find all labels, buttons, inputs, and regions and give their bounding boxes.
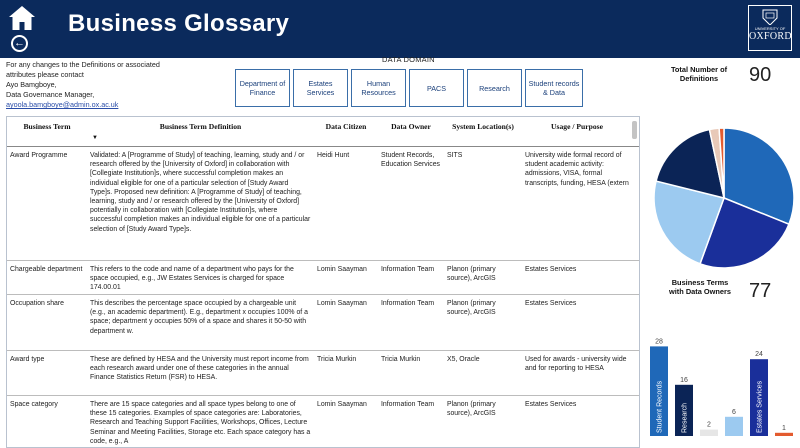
table-row[interactable]: [7, 147, 639, 261]
domain-button-pacs[interactable]: PACS: [409, 69, 464, 107]
header-bar: [0, 0, 800, 58]
cell-definition: There are 15 space categories and all space types belong to one of these 15 categories. Examples of space categories are: Laboratories, Research and Teaching Support Facilities, Workshops, Offices, Lecture Seminar and Meeting Facilities, Storage etc. Each space category has a code, e.g., A: [90, 401, 311, 445]
cell-definition: Validated: A [Programme of Study] of teaching, learning, study and / or research offered by the [University of Oxford] in collaboration with [Collegiate Institution]s, where successful completion makes an individual eligible for one of a particular selection of [Study Award Type]s. Proposed new definition: A [Programme of Study] of teaching, learning, study and / or research offered by the [University of Oxford] potentially in collaboration with [Collegiate Institution]s, where successful completion makes an individual eligible for one of a particular selection of [Study Award Type]s.: [90, 152, 311, 233]
university-logo: [748, 5, 792, 51]
cell-term: Award Programme: [10, 152, 68, 159]
contact-role: Data Governance Manager,: [6, 90, 95, 99]
header-business-term[interactable]: Business Term: [23, 122, 71, 131]
cell-owner: Information Team: [381, 300, 435, 307]
cell-system: SITS: [447, 152, 463, 159]
table-scrollbar[interactable]: [632, 121, 637, 139]
cell-system: Planon (primary source), ArcGIS: [447, 300, 496, 317]
cell-definition: This refers to the code and name of a department who pays for the space occupied, e.g., JW Estates Services is charged for space 174.00.01: [90, 266, 294, 292]
logo-line1: UNIVERSITY OF: [754, 26, 786, 31]
domain-button-estates[interactable]: Estates Services: [293, 69, 348, 107]
cell-definition: This describes the percentage space occupied by a chargeable unit (e.g., an academic department). E.g., department x occupies 100% of a space; department y occupies 50% of a space and shares it 50-50 with department w.: [90, 300, 308, 335]
cell-system: X5, Oracle: [447, 356, 480, 363]
contact-line2: attributes please contact: [6, 70, 84, 79]
contact-email-link[interactable]: ayoola.bamgboye@admin.ox.ac.uk: [6, 100, 119, 109]
cell-usage: Used for awards - university wide and for reporting to HESA: [525, 356, 627, 373]
cell-term: Chargeable department: [10, 266, 83, 273]
bar-category-label-0: Student Records: [656, 380, 664, 433]
cell-usage: Estates Services: [525, 401, 577, 408]
back-arrow-icon[interactable]: ←: [11, 35, 28, 52]
bar-5[interactable]: [775, 433, 793, 436]
contact-info: [6, 60, 186, 110]
table-row[interactable]: [7, 396, 639, 448]
cell-term: Occupation share: [10, 300, 65, 307]
cell-term: Space category: [10, 401, 58, 408]
header-data-citizen[interactable]: Data Citizen: [325, 122, 367, 131]
cell-usage: Estates Services: [525, 300, 577, 307]
data-domain-filter: [235, 69, 583, 107]
bar-value-label-0: 28: [655, 338, 663, 346]
definitions-pie-chart[interactable]: [654, 113, 794, 273]
cell-system: Planon (primary source), ArcGIS: [447, 266, 496, 283]
domain-button-research[interactable]: Research: [467, 69, 522, 107]
table-row[interactable]: [7, 351, 639, 396]
bar-3[interactable]: [725, 417, 743, 436]
bar-value-label-2: 2: [707, 421, 711, 429]
header-definition[interactable]: [87, 117, 314, 146]
data-owners-bar-chart[interactable]: [646, 318, 800, 448]
crest-icon: [761, 9, 779, 25]
cell-owner: Information Team: [381, 401, 435, 408]
contact-name: Ayo Bamgboye,: [6, 80, 57, 89]
data-domain-label: DATA DOMAIN: [382, 55, 435, 64]
data-owners-value: 77: [749, 280, 772, 302]
cell-owner: Student Records, Education Services: [381, 152, 440, 169]
cell-definition: These are defined by HESA and the University must report income from each research award under one of these categories in the annual Finance Statistics Return (FSR) to HESA.: [90, 356, 309, 382]
cell-owner: Tricia Murkin: [381, 356, 421, 363]
cell-usage: University wide formal record of student academic activity: admissions, VISA, formal transcripts, funding, HESA (extern: [525, 152, 629, 187]
bar-category-label-1: Research: [681, 403, 689, 433]
cell-term: Award type: [10, 356, 45, 363]
contact-line1: For any changes to the Definitions or associated: [6, 60, 160, 69]
bar-category-label-4: Estates Services: [756, 380, 764, 433]
kpi-panel: [646, 58, 800, 448]
cell-owner: Information Team: [381, 266, 435, 273]
bar-value-label-3: 6: [732, 408, 736, 416]
glossary-table: [6, 116, 640, 448]
cell-citizen: Lomin Saayman: [317, 266, 367, 273]
bar-value-label-1: 16: [680, 376, 688, 384]
header-data-owner[interactable]: Data Owner: [391, 122, 431, 131]
cell-citizen: Lomin Saayman: [317, 401, 367, 408]
home-icon[interactable]: [8, 5, 36, 31]
bar-2[interactable]: [700, 430, 718, 436]
table-row[interactable]: [7, 295, 639, 351]
table-row[interactable]: [7, 261, 639, 295]
header-usage-purpose[interactable]: Usage / Purpose: [551, 122, 603, 131]
bar-value-label-4: 24: [755, 351, 763, 359]
domain-button-student-records[interactable]: Student records & Data: [525, 69, 583, 107]
total-definitions-label: Total Number of Definitions: [670, 65, 728, 83]
header-system-location[interactable]: System Location(s): [452, 122, 514, 131]
total-definitions-value: 90: [749, 64, 772, 86]
page-title: Business Glossary: [68, 10, 290, 37]
cell-citizen: Lomin Saayman: [317, 300, 367, 307]
cell-system: Planon (primary source), ArcGIS: [447, 401, 496, 418]
domain-button-finance[interactable]: Department of Finance: [235, 69, 290, 107]
sort-desc-icon[interactable]: ▼: [92, 135, 98, 141]
header-definition-label: Business Term Definition: [159, 122, 242, 131]
cell-usage: Estates Services: [525, 266, 577, 273]
bar-value-label-5: 1: [782, 424, 786, 432]
table-header: [7, 117, 639, 147]
cell-citizen: Heidi Hunt: [317, 152, 350, 159]
logo-line2: OXFORD: [749, 31, 792, 42]
data-owners-label: Business Terms with Data Owners: [668, 278, 731, 296]
domain-button-hr[interactable]: Human Resources: [351, 69, 406, 107]
cell-citizen: Tricia Murkin: [317, 356, 357, 363]
